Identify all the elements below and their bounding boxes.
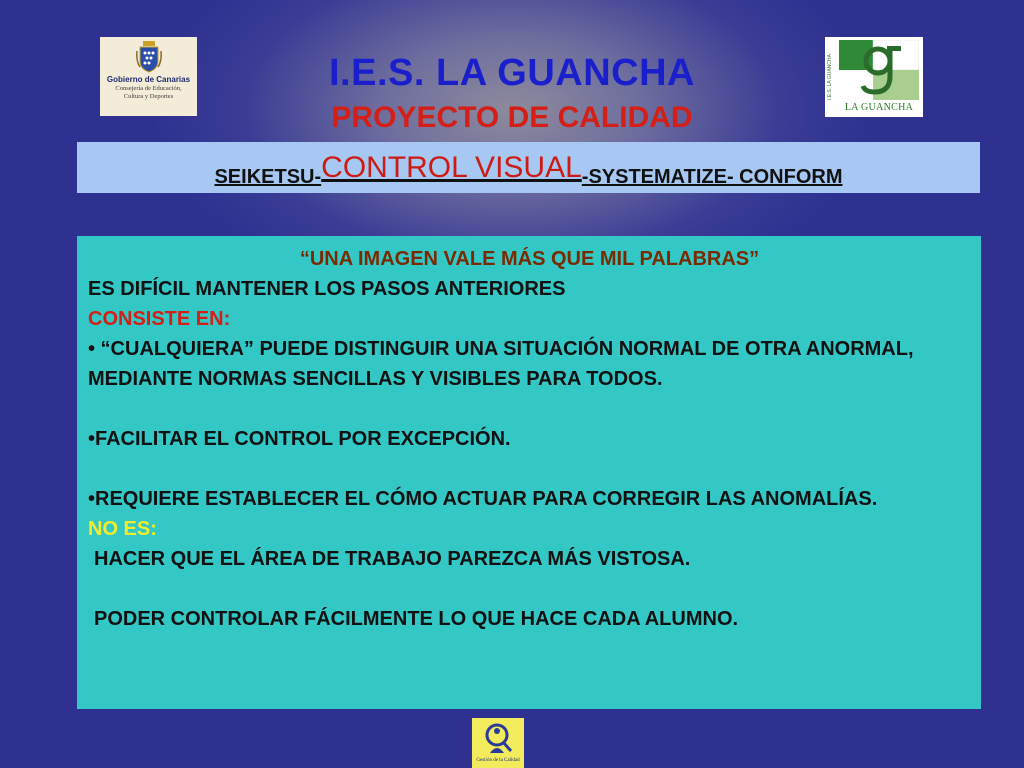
banner-part-systematize: -SYSTEMATIZE- CONFORM xyxy=(581,166,843,188)
logo-right-text: LA GUANCHA xyxy=(844,102,914,113)
logo-left-line2: Cultura y Deportes xyxy=(123,93,174,100)
logo-right-vertical-text: I.E.S. LA GUANCHA xyxy=(827,54,833,100)
page-subtitle: PROYECTO DE CALIDAD xyxy=(331,101,693,134)
logo-left-name: Gobierno de Canarias xyxy=(106,75,191,84)
logo-left-line1: Consejería de Educación, xyxy=(115,85,182,92)
badge-text: Gestión de la Calidad xyxy=(476,758,520,763)
quote-heading: “UNA IMAGEN VALE MÁS QUE MIL PALABRAS” xyxy=(299,248,760,270)
bullet-requiere: •REQUIERE ESTABLECER EL CÓMO ACTUAR PARA CORREGIR LAS ANOMALÍAS. xyxy=(88,488,878,510)
gestion-calidad-badge xyxy=(472,718,524,768)
seiketsu-banner xyxy=(77,142,980,193)
no-es-item-vistosa: HACER QUE EL ÁREA DE TRABAJO PAREZCA MÁS VISTOSA. xyxy=(94,548,691,570)
spacer xyxy=(88,454,971,484)
content-panel xyxy=(77,236,981,709)
quality-person-icon xyxy=(481,721,515,757)
content-line-dificil: ES DIFÍCIL MANTENER LOS PASOS ANTERIORES xyxy=(88,278,566,300)
spacer xyxy=(88,394,971,424)
no-es-label: NO ES: xyxy=(88,518,157,540)
bullet-facilitar: •FACILITAR EL CONTROL POR EXCEPCIÓN. xyxy=(88,428,511,450)
no-es-item-controlar: PODER CONTROLAR FÁCILMENTE LO QUE HACE CADA ALUMNO. xyxy=(94,608,739,630)
page-title: I.E.S. LA GUANCHA xyxy=(329,52,695,94)
spacer xyxy=(88,574,971,604)
consiste-en-label: CONSISTE EN: xyxy=(88,308,231,330)
banner-part-seiketsu: SEIKETSU- xyxy=(214,166,322,188)
banner-part-control-visual: CONTROL VISUAL xyxy=(321,151,582,184)
bullet-cualquiera: • “CUALQUIERA” PUEDE DISTINGUIR UNA SITUACIÓN NORMAL DE OTRA ANORMAL, MEDIANTE NORMAS SENCILLAS Y VISIBLES PARA TODOS. xyxy=(88,338,914,390)
